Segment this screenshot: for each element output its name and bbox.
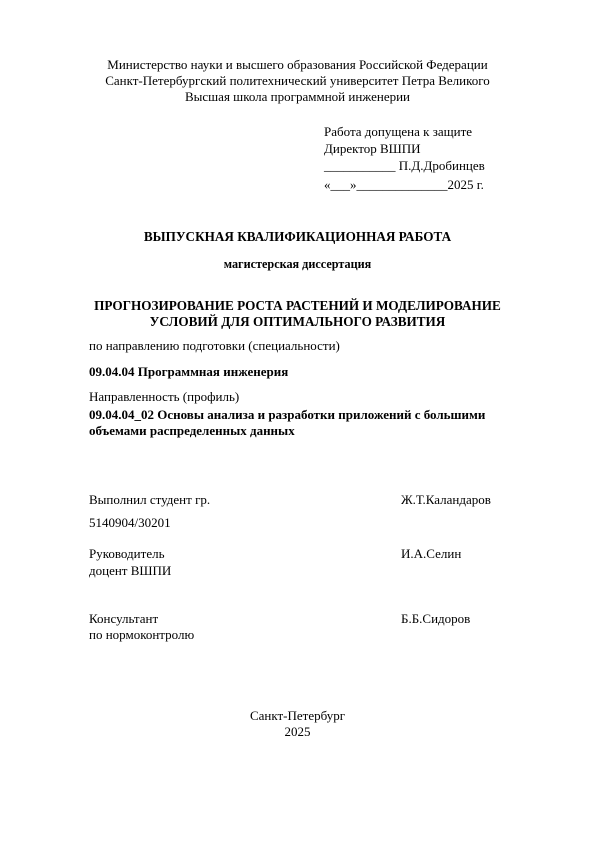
- direction-value: 09.04.04 Программная инженерия: [89, 364, 289, 379]
- profile-line-1: 09.04.04_02 Основы анализа и разработки приложений с большими: [89, 407, 486, 422]
- work-type-title: ВЫПУСКНАЯ КВАЛИФИКАЦИОННАЯ РАБОТА: [143, 229, 452, 244]
- student-group: 5140904/30201: [89, 515, 171, 530]
- footer-city: Санкт-Петербург: [249, 708, 346, 723]
- footer-year: 2025: [284, 724, 311, 739]
- topic-line-1: ПРОГНОЗИРОВАНИЕ РОСТА РАСТЕНИЙ И МОДЕЛИРОВАНИЕ: [94, 298, 501, 313]
- ministry-line: Министерство науки и высшего образования Российской Федерации: [107, 57, 488, 72]
- school-line: Высшая школа программной инженерии: [185, 89, 410, 104]
- consultant-label: Консультант: [89, 611, 159, 626]
- consultant-name: Б.Б.Сидоров: [401, 611, 471, 626]
- direction-label: по направлению подготовки (специальности): [89, 338, 340, 353]
- supervisor-name: И.А.Селин: [401, 546, 462, 561]
- university-line: Санкт-Петербургский политехнический университет Петра Великого: [105, 73, 490, 88]
- supervisor-position: доцент ВШПИ: [89, 563, 172, 578]
- student-name: Ж.Т.Каландаров: [401, 492, 491, 507]
- approval-line-2: Директор ВШПИ: [324, 141, 421, 156]
- student-label: Выполнил студент гр.: [89, 492, 211, 507]
- supervisor-label: Руководитель: [89, 546, 165, 561]
- profile-line-2: объемами распределенных данных: [89, 423, 295, 438]
- topic-line-2: УСЛОВИЙ ДЛЯ ОПТИМАЛЬНОГО РАЗВИТИЯ: [149, 314, 446, 329]
- profile-label: Направленность (профиль): [89, 389, 240, 404]
- work-subtype: магистерская диссертация: [223, 257, 372, 271]
- approval-line-3: ___________ П.Д.Дробинцев: [324, 158, 485, 173]
- consultant-role: по нормоконтролю: [89, 627, 195, 642]
- approval-line-1: Работа допущена к защите: [324, 124, 473, 139]
- approval-line-4: «___»______________2025 г.: [324, 177, 484, 192]
